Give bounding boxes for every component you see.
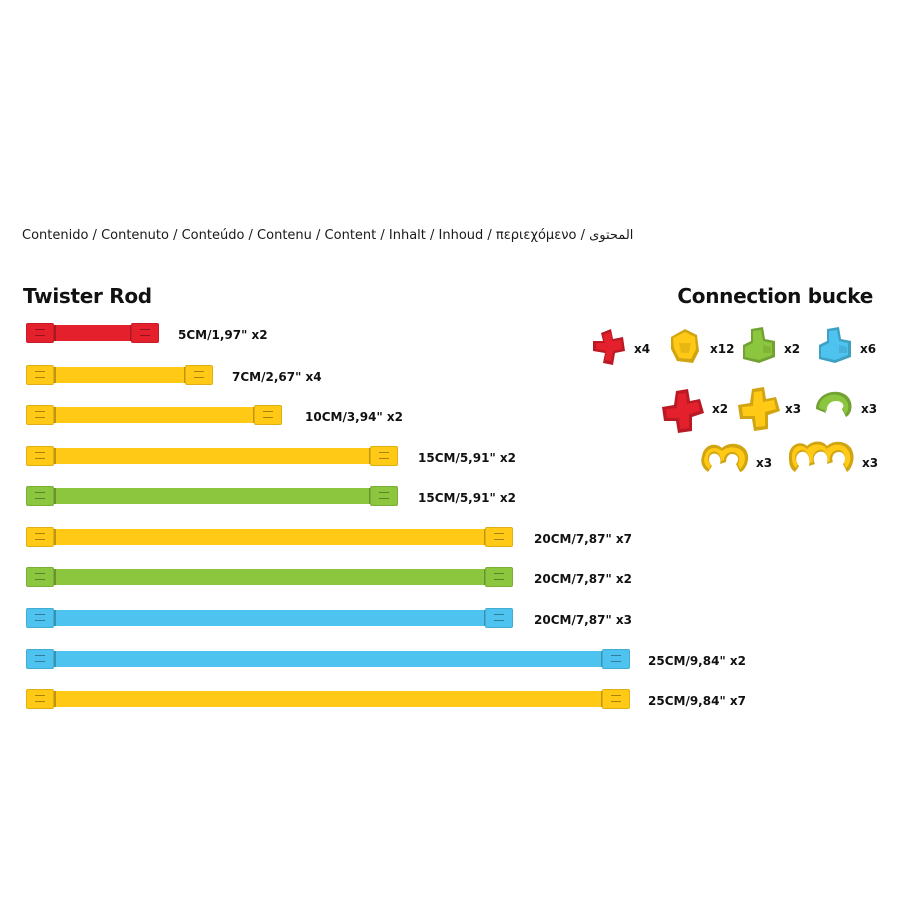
double-curved-clip-icon: [700, 438, 752, 478]
rod-seam: [484, 610, 486, 626]
rod-seam: [369, 488, 371, 504]
rod-end-cap: [26, 608, 54, 628]
rod-seam: [54, 325, 56, 341]
rod-end-cap: [26, 365, 54, 385]
rod-seam: [484, 569, 486, 585]
rod-seam: [54, 488, 56, 504]
rod-label: 15CM/5,91" x2: [418, 491, 516, 505]
rod-end-cap: [485, 527, 513, 547]
rod-label: 20CM/7,87" x3: [534, 613, 632, 627]
rod-label: 10CM/3,94" x2: [305, 410, 403, 424]
rod-seam: [54, 610, 56, 626]
rod-5cm-red: [26, 323, 159, 343]
rod-end-cap: [26, 527, 54, 547]
rod-20cm-blue: [26, 608, 513, 628]
four-way-buckle-icon: [736, 385, 784, 433]
rod-end-cap: [602, 689, 630, 709]
rod-seam: [54, 448, 56, 464]
cross-buckle-icon: [587, 325, 631, 369]
rod-seam: [54, 529, 56, 545]
rod-end-cap: [602, 649, 630, 669]
straight-buckle-icon: [663, 323, 707, 367]
rod-end-cap: [254, 405, 282, 425]
rod-end-cap: [26, 446, 54, 466]
rod-label: 25CM/9,84" x2: [648, 654, 746, 668]
rod-bar: [26, 569, 513, 585]
triple-curved-clip-icon: [787, 436, 857, 478]
buckle-quantity: x3: [862, 456, 879, 470]
rod-bar: [26, 488, 398, 504]
corner-buckle-icon: [813, 323, 857, 367]
rod-7cm-yellow: [26, 365, 213, 385]
rod-seam: [253, 407, 255, 423]
rod-end-cap: [26, 649, 54, 669]
rod-seam: [54, 407, 56, 423]
rod-10cm-yellow: [26, 405, 282, 425]
rod-label: 20CM/7,87" x2: [534, 572, 632, 586]
rod-end-cap: [26, 689, 54, 709]
rod-bar: [26, 691, 630, 707]
buckle-quantity: x2: [784, 342, 801, 356]
rod-bar: [26, 407, 282, 423]
corner-buckle-icon: [737, 323, 781, 367]
rod-seam: [54, 367, 56, 383]
rod-25cm-blue: [26, 649, 630, 669]
rod-seam: [184, 367, 186, 383]
rod-seam: [130, 325, 132, 341]
rod-end-cap: [131, 323, 159, 343]
buckle-quantity: x3: [756, 456, 773, 470]
rod-seam: [484, 529, 486, 545]
buckle-quantity: x3: [861, 402, 878, 416]
rod-seam: [54, 691, 56, 707]
four-way-buckle-icon: [660, 387, 708, 435]
rod-seam: [601, 651, 603, 667]
rod-end-cap: [485, 567, 513, 587]
rod-end-cap: [26, 486, 54, 506]
curved-clip-icon: [812, 387, 856, 423]
rod-end-cap: [26, 567, 54, 587]
buckle-quantity: x12: [710, 342, 735, 356]
rod-end-cap: [370, 446, 398, 466]
rod-seam: [369, 448, 371, 464]
rod-end-cap: [485, 608, 513, 628]
rod-label: 25CM/9,84" x7: [648, 694, 746, 708]
rod-end-cap: [370, 486, 398, 506]
rod-seam: [54, 569, 56, 585]
rod-20cm-yellow: [26, 527, 513, 547]
buckle-quantity: x2: [712, 402, 729, 416]
rod-15cm-yellow: [26, 446, 398, 466]
rod-end-cap: [185, 365, 213, 385]
rod-seam: [601, 691, 603, 707]
rod-label: 7CM/2,67" x4: [232, 370, 322, 384]
rod-15cm-green: [26, 486, 398, 506]
rod-label: 15CM/5,91" x2: [418, 451, 516, 465]
connection-buckle-heading: Connection bucke: [677, 284, 873, 308]
rod-20cm-green: [26, 567, 513, 587]
buckle-quantity: x4: [634, 342, 651, 356]
rod-bar: [26, 651, 630, 667]
rod-end-cap: [26, 405, 54, 425]
rod-bar: [26, 610, 513, 626]
twister-rod-heading: Twister Rod: [23, 284, 152, 308]
rod-bar: [26, 529, 513, 545]
rod-label: 5CM/1,97" x2: [178, 328, 268, 342]
rod-bar: [26, 448, 398, 464]
buckle-quantity: x6: [860, 342, 877, 356]
buckle-quantity: x3: [785, 402, 802, 416]
rod-label: 20CM/7,87" x7: [534, 532, 632, 546]
rod-seam: [54, 651, 56, 667]
contents-languages-line: Contenido / Contenuto / Conteúdo / Contenu / Content / Inhalt / Inhoud / περιεχόμενο / المحتوى: [22, 228, 634, 243]
rod-end-cap: [26, 323, 54, 343]
rod-25cm-yellow: [26, 689, 630, 709]
